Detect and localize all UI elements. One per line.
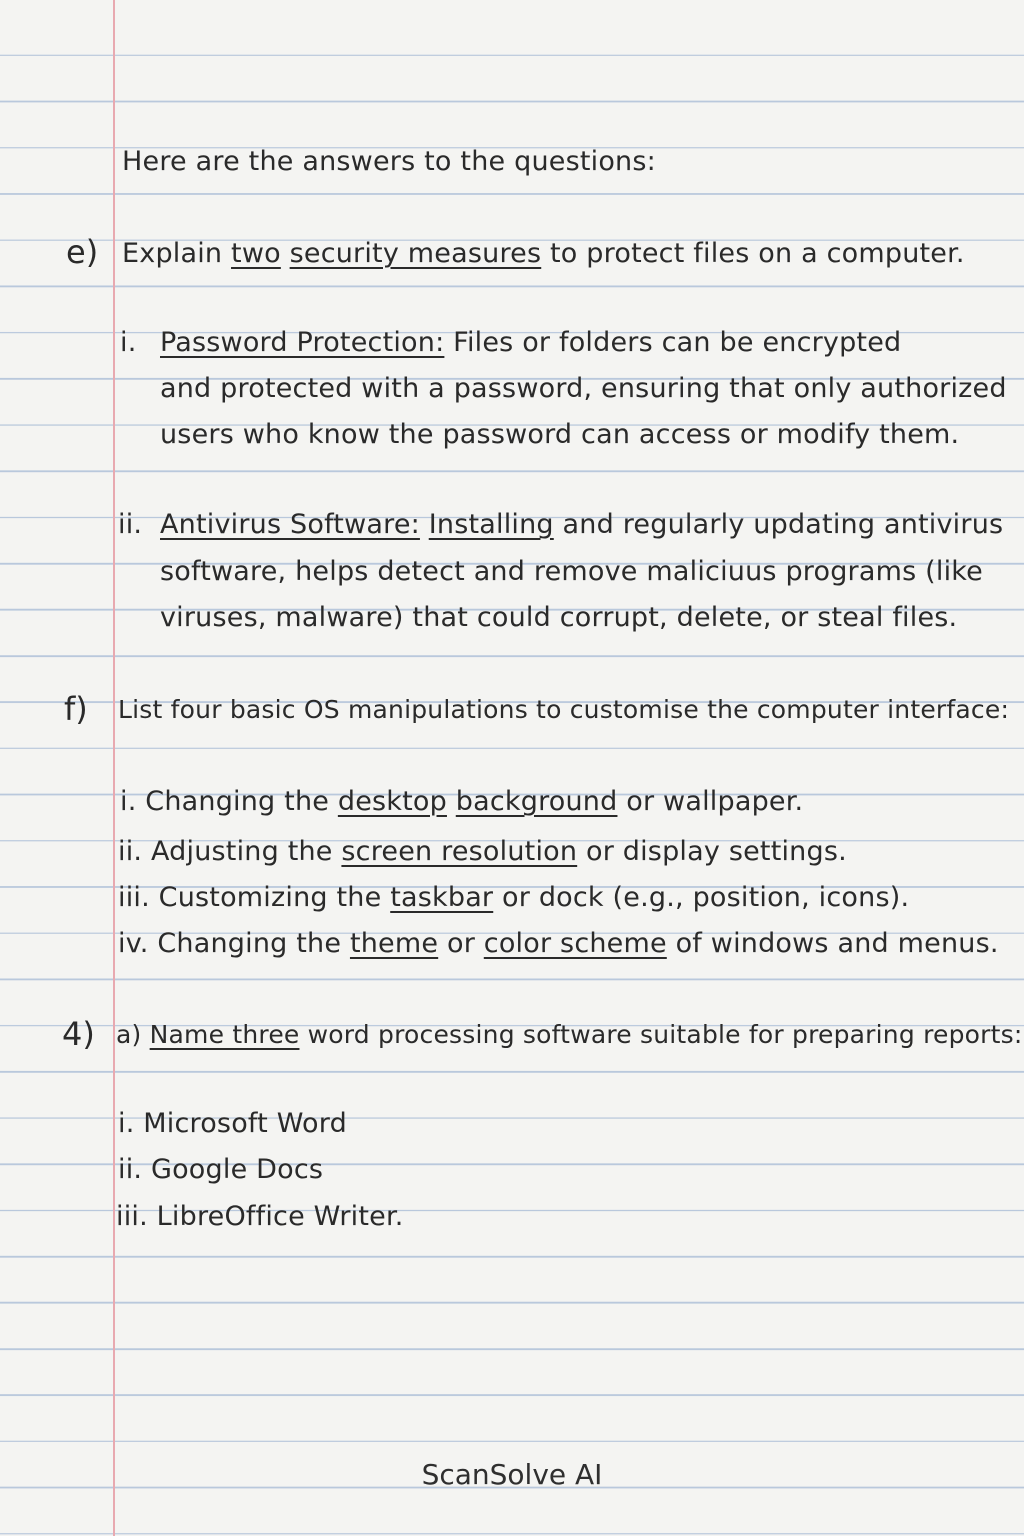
intro-heading: Here are the answers to the questions: xyxy=(122,146,656,177)
question-e-label: e) xyxy=(66,233,99,271)
answer-f-i-highlight-desktop: desktop xyxy=(337,786,447,817)
answer-f-iv xyxy=(118,930,999,957)
answer-f-ii-rest: or display settings. xyxy=(577,836,847,867)
question-4a-sub-label: a) xyxy=(116,1020,142,1049)
list-number: ii. xyxy=(118,836,143,867)
answer-e-ii-highlight: Installing xyxy=(428,509,554,540)
answer-f-iv-text: Changing the xyxy=(148,928,350,959)
footer-brand: ScanSolve AI xyxy=(421,1458,603,1491)
answer-e-i-title: Password Protection: xyxy=(160,327,445,358)
answer-f-ii-highlight: screen resolution xyxy=(341,836,578,867)
answer-f-iii-rest: or dock (e.g., position, icons). xyxy=(493,882,910,913)
question-e-highlight-two: two xyxy=(231,238,281,269)
question-4a-rest: word processing software suitable for preparing reports: xyxy=(299,1020,1023,1049)
question-e-highlight-security: security measures xyxy=(289,238,542,269)
answer-e-i-line-3: users who know the password can access or modify them. xyxy=(160,419,960,450)
answer-f-iv-highlight-theme: theme xyxy=(349,928,439,959)
answer-e-ii-line-3: viruses, malware) that could corrupt, delete, or steal files. xyxy=(160,602,958,633)
margin-line xyxy=(113,0,115,1536)
answer-e-ii-title: Antivirus Software: xyxy=(160,509,420,540)
list-number: iii. xyxy=(118,882,150,913)
answer-f-iv-rest: of windows and menus. xyxy=(666,928,999,959)
list-number: iii. xyxy=(116,1201,148,1232)
answer-f-iii-highlight: taskbar xyxy=(390,882,494,913)
answer-f-i-rest: or wallpaper. xyxy=(617,786,804,817)
question-4a-highlight: Name three xyxy=(149,1020,300,1049)
list-number: ii. xyxy=(118,1154,143,1185)
answer-e-i-line-1 xyxy=(160,329,901,356)
answer-f-ii xyxy=(118,838,847,865)
answer-e-i-line-2: and protected with a password, ensuring that only authorized xyxy=(160,373,1007,404)
answer-4-i-text: Microsoft Word xyxy=(134,1108,347,1139)
question-e-text xyxy=(122,240,965,267)
question-f-label: f) xyxy=(64,690,88,728)
answer-e-ii-text: and regularly updating antivirus xyxy=(553,509,1004,540)
answer-f-iv-highlight-color: color scheme xyxy=(483,928,667,959)
answer-f-iii-text: Customizing the xyxy=(149,882,391,913)
question-f-text: List four basic OS manipulations to customise the computer interface: xyxy=(118,695,1010,724)
answer-4-ii xyxy=(118,1156,323,1183)
answer-f-i-highlight-background: background xyxy=(455,786,618,817)
question-e-suffix: to protect files on a computer. xyxy=(541,238,965,269)
answer-e-i-text: Files or folders can be encrypted xyxy=(444,327,902,358)
answer-f-i-text: Changing the xyxy=(136,786,338,817)
answer-f-i xyxy=(120,788,803,815)
answer-4-iii xyxy=(116,1203,404,1230)
list-number: i. xyxy=(120,327,137,358)
question-4a-text xyxy=(116,1022,1022,1047)
answer-4-ii-text: Google Docs xyxy=(142,1154,324,1185)
list-number: i. xyxy=(120,786,137,817)
list-number: ii. xyxy=(118,509,143,540)
answer-f-iv-or: or xyxy=(438,928,484,959)
list-number: i. xyxy=(118,1108,135,1139)
answer-f-ii-text: Adjusting the xyxy=(142,836,342,867)
answer-4-iii-text: LibreOffice Writer. xyxy=(147,1201,404,1232)
answer-e-ii-line-1 xyxy=(160,511,1003,538)
answer-4-i xyxy=(118,1110,347,1137)
list-number: iv. xyxy=(118,928,149,959)
answer-e-ii-line-2: software, helps detect and remove maliciuus programs (like xyxy=(160,556,983,587)
question-e-prefix: Explain xyxy=(122,238,232,269)
answer-f-iii xyxy=(118,884,909,911)
answer-f-i-space xyxy=(447,786,456,817)
question-4-label: 4) xyxy=(62,1015,95,1053)
